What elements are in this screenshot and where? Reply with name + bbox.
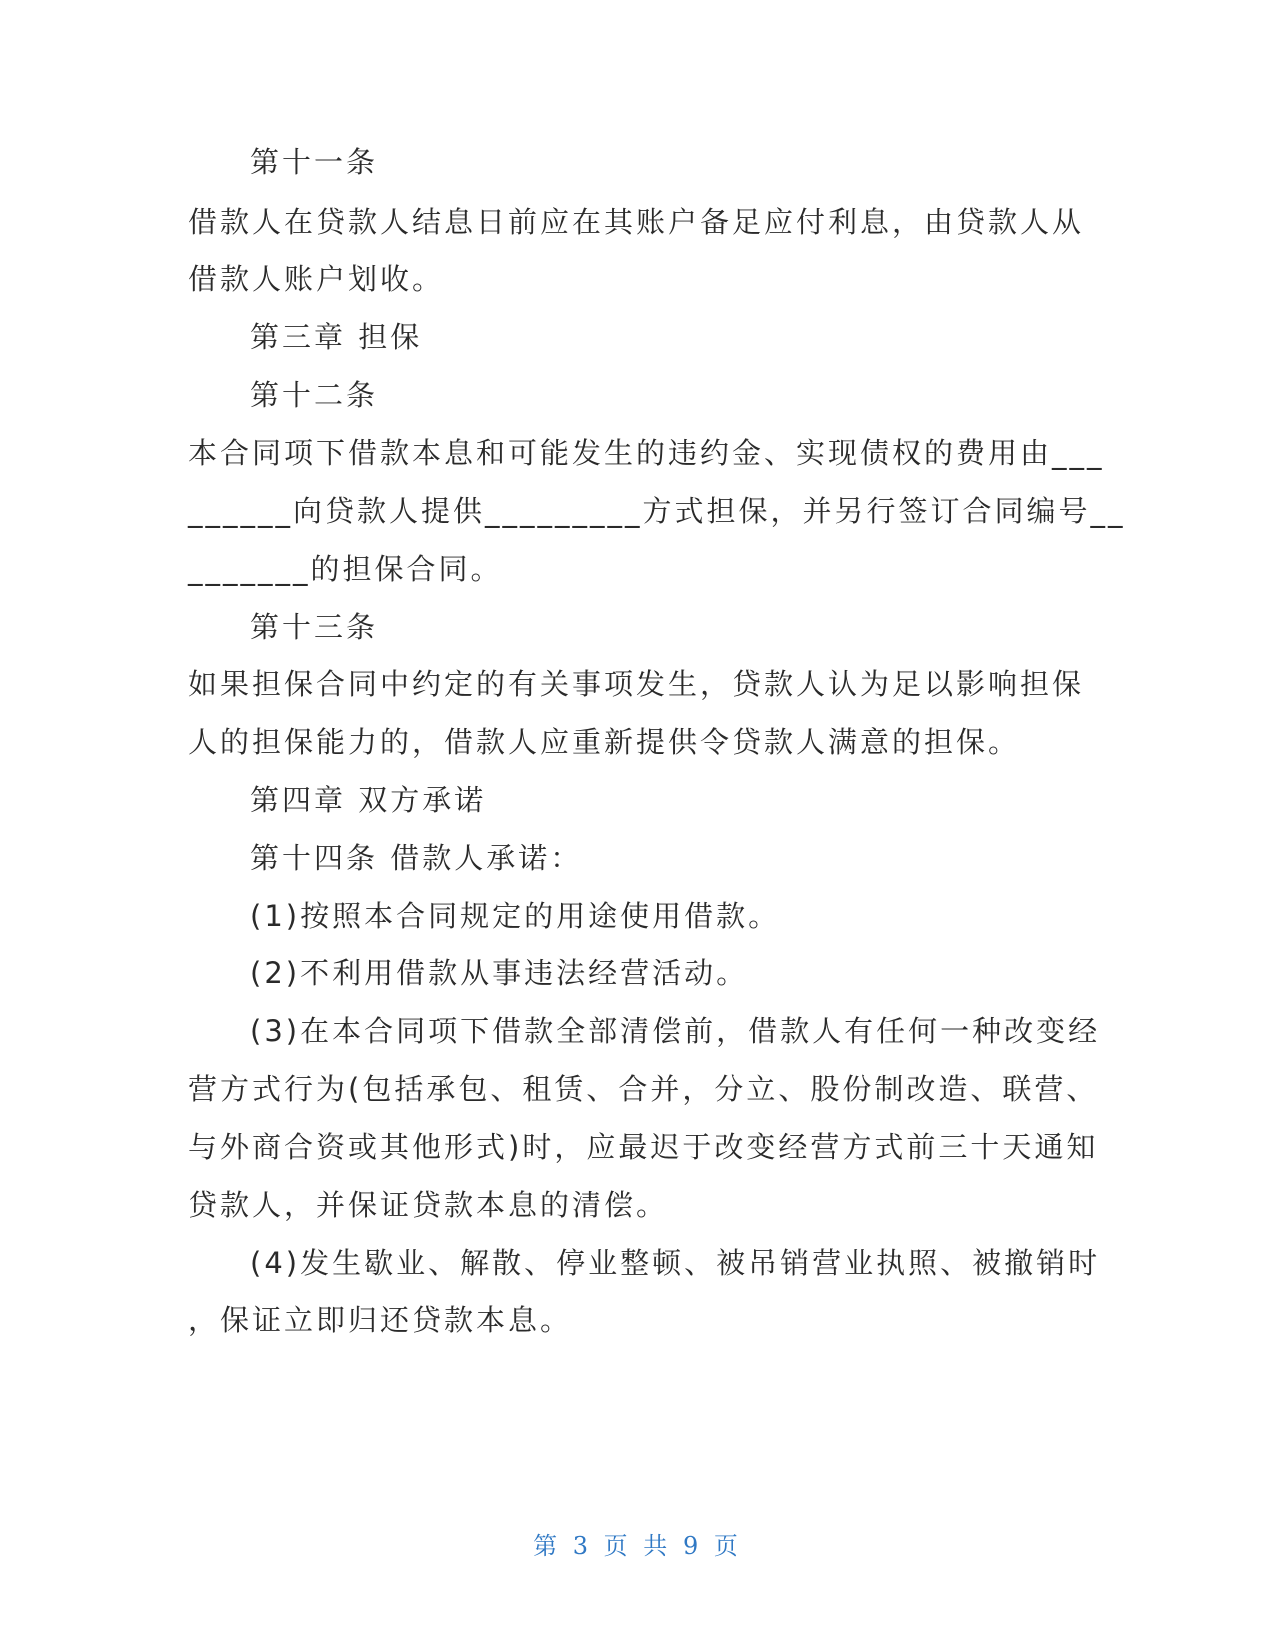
paragraph-line: 借款人在贷款人结息日前应在其账户备足应付利息，由贷款人从 — [188, 205, 1085, 239]
chapter-3-heading: 第三章 担保 — [250, 320, 423, 354]
paragraph-line: 营方式行为(包括承包、租赁、合并，分立、股份制改造、联营、 — [188, 1072, 1099, 1106]
paragraph-line: 与外商合资或其他形式)时，应最迟于改变经营方式前三十天通知 — [188, 1130, 1099, 1164]
paragraph-line: 贷款人，并保证贷款本息的清偿。 — [188, 1188, 669, 1222]
paragraph-line: ，保证立即归还贷款本息。 — [188, 1303, 573, 1337]
article-13-heading: 第十三条 — [250, 610, 379, 644]
article-14-heading: 第十四条 借款人承诺： — [250, 841, 583, 875]
paragraph-line: _______的担保合同。 — [188, 552, 503, 586]
article-11-heading: 第十一条 — [250, 145, 379, 179]
list-item: (1)按照本合同规定的用途使用借款。 — [250, 899, 781, 933]
paragraph-line: 人的担保能力的，借款人应重新提供令贷款人满意的担保。 — [188, 725, 1021, 759]
chapter-4-heading: 第四章 双方承诺 — [250, 783, 487, 817]
paragraph-line: 本合同项下借款本息和可能发生的违约金、实现债权的费用由___ — [188, 436, 1105, 470]
paragraph-line: 如果担保合同中约定的有关事项发生，贷款人认为足以影响担保 — [188, 667, 1085, 701]
paragraph-line: ______向贷款人提供_________方式担保，并另行签订合同编号__ — [188, 494, 1126, 528]
list-item: (4)发生歇业、解散、停业整顿、被吊销营业执照、被撤销时 — [250, 1246, 1101, 1280]
paragraph-line: 借款人账户划收。 — [188, 262, 445, 296]
list-item: (3)在本合同项下借款全部清偿前，借款人有任何一种改变经 — [250, 1014, 1101, 1048]
page-number-footer: 第 3 页 共 9 页 — [533, 1532, 742, 1560]
list-item: (2)不利用借款从事违法经营活动。 — [250, 956, 749, 990]
article-12-heading: 第十二条 — [250, 378, 379, 412]
